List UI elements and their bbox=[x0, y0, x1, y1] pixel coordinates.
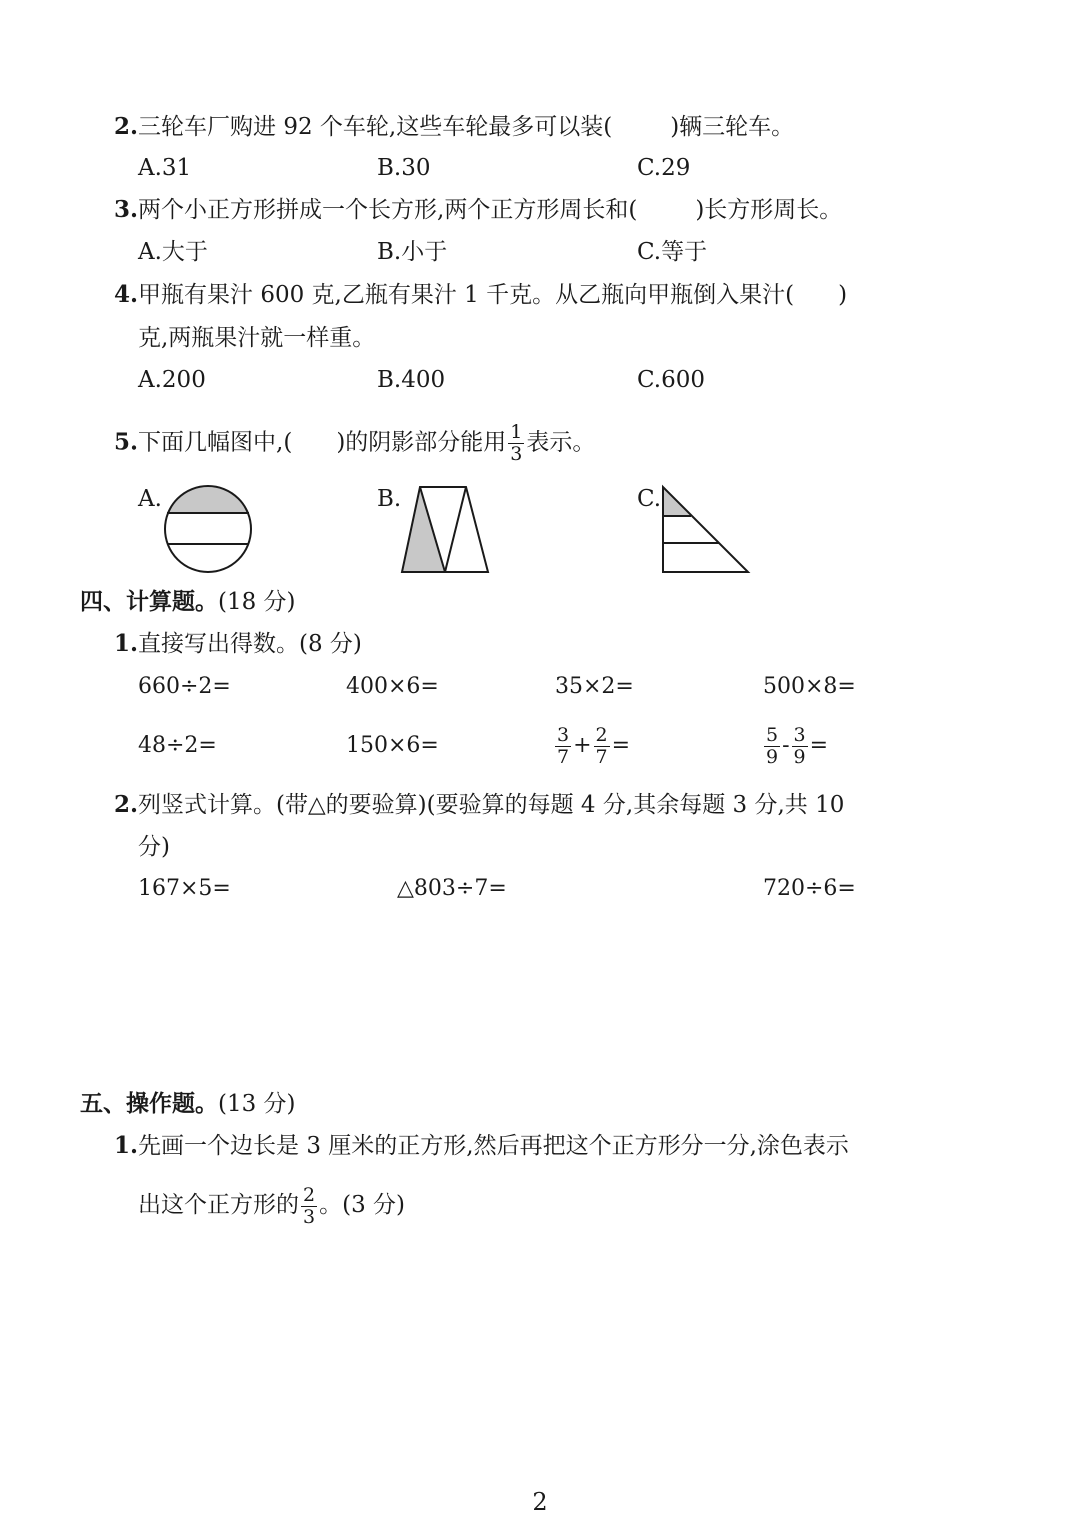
question-5 bbox=[114, 422, 595, 465]
numerator: 2 bbox=[303, 1183, 316, 1206]
denominator: 3 bbox=[303, 1205, 316, 1228]
fraction bbox=[594, 725, 610, 768]
problem-number: 1. bbox=[114, 630, 139, 657]
option-b[interactable]: B. bbox=[377, 486, 402, 512]
numerator: 3 bbox=[793, 723, 806, 746]
numerator: 1 bbox=[510, 421, 523, 443]
problem-score: 。(3 分) bbox=[319, 1192, 405, 1218]
figure-a-circle bbox=[160, 484, 256, 576]
triangle-outline bbox=[663, 487, 748, 572]
option-b[interactable]: B.400 bbox=[377, 367, 446, 393]
calc-item[interactable]: 48÷2= bbox=[138, 733, 217, 758]
question-4 bbox=[114, 280, 847, 310]
question-2 bbox=[114, 112, 794, 142]
question-number: 4. bbox=[114, 281, 139, 308]
option-a[interactable]: A.31 bbox=[138, 155, 192, 181]
fraction bbox=[792, 725, 808, 768]
calc-item[interactable]: 500×8= bbox=[763, 674, 856, 699]
sec4-problem-1 bbox=[114, 629, 362, 659]
calc-item[interactable]: 400×6= bbox=[346, 674, 439, 699]
fraction-sum-item[interactable] bbox=[553, 716, 630, 776]
denominator: 9 bbox=[766, 745, 779, 768]
numerator: 5 bbox=[766, 723, 779, 746]
question-number: 5. bbox=[114, 428, 139, 456]
question-text-end: ) bbox=[838, 282, 848, 308]
figure-b-trapezoid bbox=[398, 484, 492, 576]
question-text-end: )长方形周长。 bbox=[695, 197, 843, 223]
problem-number: 1. bbox=[114, 1132, 139, 1159]
calc-item[interactable]: 150×6= bbox=[346, 733, 439, 758]
calc-item[interactable]: 660÷2= bbox=[138, 674, 231, 699]
numerator: 3 bbox=[557, 723, 570, 746]
question-text-end: )辆三轮车。 bbox=[670, 114, 795, 140]
question-4-continued: 克,两瓶果汁就一样重。 bbox=[138, 325, 376, 351]
problem-text: 直接写出得数。 bbox=[138, 631, 300, 657]
operator: + bbox=[573, 733, 592, 758]
option-b[interactable]: B.小于 bbox=[377, 239, 448, 265]
section-score: (13 分) bbox=[218, 1091, 296, 1117]
option-c[interactable]: C.等于 bbox=[637, 239, 708, 265]
question-text-mid: )的阴影部分能用 bbox=[336, 429, 507, 456]
sec5-problem-1 bbox=[114, 1131, 849, 1161]
sec4-problem-2-continued: 分) bbox=[138, 834, 170, 860]
section-title: 四、计算题。 bbox=[80, 588, 218, 615]
option-c[interactable]: C.600 bbox=[637, 367, 705, 393]
problem-text: 先画一个边长是 3 厘米的正方形,然后再把这个正方形分一分,涂色表示 bbox=[138, 1133, 849, 1159]
fraction bbox=[555, 725, 571, 768]
calc-item[interactable]: 35×2= bbox=[555, 674, 634, 699]
option-a[interactable]: A. bbox=[138, 486, 162, 512]
denominator: 3 bbox=[510, 443, 523, 465]
problem-text: 出这个正方形的 bbox=[138, 1192, 299, 1218]
problem-score: (8 分) bbox=[299, 631, 362, 657]
option-a[interactable]: A.200 bbox=[138, 367, 206, 393]
vertical-calc-item[interactable]: 167×5= bbox=[138, 876, 231, 901]
numerator: 2 bbox=[595, 723, 608, 746]
question-text: 三轮车厂购进 92 个车轮,这些车轮最多可以装( bbox=[138, 114, 613, 140]
denominator: 9 bbox=[793, 745, 806, 768]
fraction-diff-item[interactable] bbox=[762, 716, 828, 776]
fraction-two-thirds bbox=[301, 1185, 317, 1228]
question-text-end: 表示。 bbox=[526, 429, 596, 456]
question-number: 2. bbox=[114, 113, 139, 140]
option-a[interactable]: A.大于 bbox=[138, 239, 208, 265]
sec5-problem-1-continued bbox=[138, 1175, 405, 1235]
denominator: 7 bbox=[595, 745, 608, 768]
vertical-calc-item[interactable]: 720÷6= bbox=[763, 876, 856, 901]
section-score: (18 分) bbox=[218, 589, 296, 615]
question-3 bbox=[114, 195, 842, 225]
operator: - bbox=[782, 733, 790, 758]
section-5-heading bbox=[80, 1089, 296, 1119]
question-text: 甲瓶有果汁 600 克,乙瓶有果汁 1 千克。从乙瓶向甲瓶倒入果汁( bbox=[138, 282, 795, 308]
vertical-calc-item[interactable]: △803÷7= bbox=[397, 876, 507, 901]
fraction bbox=[764, 725, 780, 768]
sec4-problem-2 bbox=[114, 790, 844, 820]
figure-c-triangle bbox=[660, 484, 754, 576]
problem-text: 列竖式计算。(带△的要验算)(要验算的每题 4 分,其余每题 3 分,共 10 bbox=[138, 792, 845, 818]
section-title: 五、操作题。 bbox=[80, 1090, 218, 1117]
section-4-heading bbox=[80, 587, 296, 617]
question-number: 3. bbox=[114, 196, 139, 223]
question-text: 两个小正方形拼成一个长方形,两个正方形周长和( bbox=[138, 197, 638, 223]
denominator: 7 bbox=[557, 745, 570, 768]
equals: = bbox=[611, 733, 631, 758]
fraction-one-third bbox=[508, 422, 524, 465]
problem-number: 2. bbox=[114, 791, 139, 818]
page-number: 2 bbox=[532, 1488, 548, 1516]
option-c[interactable]: C.29 bbox=[637, 155, 691, 181]
divider-2 bbox=[445, 487, 466, 572]
option-b[interactable]: B.30 bbox=[377, 155, 431, 181]
equals: = bbox=[809, 733, 829, 758]
question-text: 下面几幅图中,( bbox=[138, 429, 293, 456]
option-c[interactable]: C. bbox=[637, 486, 662, 512]
